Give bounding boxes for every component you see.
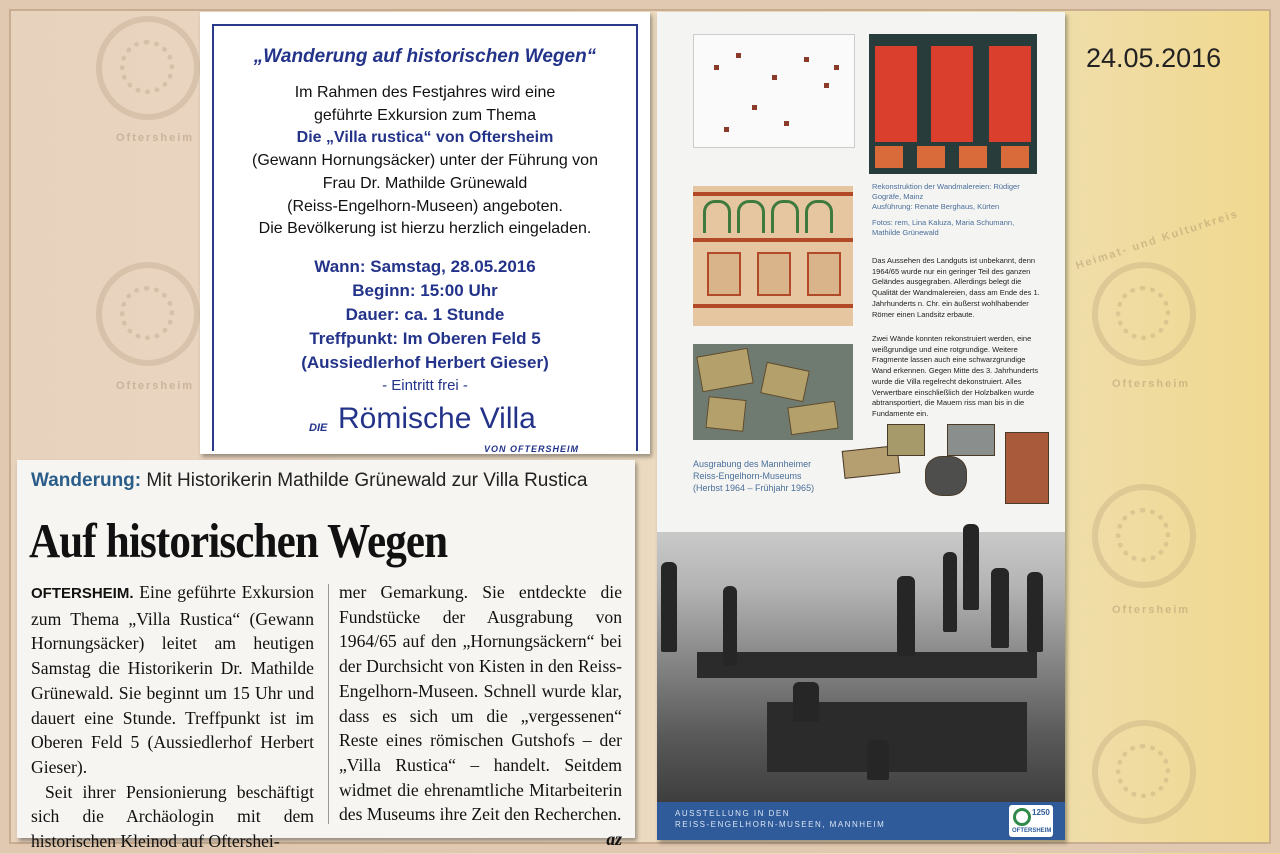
fragment-piece (947, 424, 995, 456)
announcement-line: Im Rahmen des Festjahres wird eine (294, 84, 556, 101)
logo-number: 1250 (1032, 808, 1050, 817)
fragment-piece (887, 424, 925, 456)
banner-text (675, 808, 885, 830)
floor-plan-image (693, 34, 855, 148)
announcement-duration: Dauer: ca. 1 Stunde (345, 304, 505, 324)
panel-text-2: Zwei Wände konnten rekonstruiert werden, eine weißgrundige und eine rotgrundige. Weitere Fragmente lassen auch eine schwarzgrundige Wand erkennen. Gegen Mitte des 3. Jahrhunderts wurde die Villa regelrecht dekonstruiert. Alles Verwertbare einschließlich der Holzbalken wurde abtransportiert, die Mauern riss man bis in die Fundamente ein. (872, 334, 1039, 418)
column-divider (328, 584, 329, 824)
roman-villa-logo (214, 401, 636, 454)
fragment-piece (1005, 432, 1049, 504)
announcement-border (212, 24, 638, 454)
article-column-2 (339, 580, 622, 852)
logo-place: OFTERSHEIM (1012, 828, 1052, 834)
watermark-text: Oftersheim (1112, 604, 1191, 616)
wall-fragments-image (693, 344, 853, 440)
announcement-line: geführte Exkursion zum Thema (313, 106, 537, 124)
watermark-arc-text: Heimat- und Kulturkreis (1074, 207, 1241, 273)
watermark-emblem (1092, 262, 1196, 366)
caption-line: (Herbst 1964 – Frühjahr 1965) (693, 483, 815, 493)
newspaper-clipping (17, 460, 635, 852)
announcement-line: (Gewann Hornungsäcker) unter der Führung von (252, 152, 598, 170)
announcement-line: (Reiss-Engelhorn-Museen) angeboten. (287, 197, 563, 215)
watermark-emblem (96, 262, 200, 366)
article-paragraph: mer Gemarkung. Sie entdeckte die Fundstücke der Ausgrabung von 1964/65 auf den „Hornungsäckern“ bei der Durchsicht von Kisten in den Reiss-Engelhorn-Museen. Schnell wurde klar, dass es sich um die „vergessenen“ Reste eines römischen Gutshofs – der „Villa Rustica“ – handelt. Seitdem widmet die ehrenamtliche Mitarbeiterin des Museums ihre Zeit den Recherchen. (339, 582, 622, 825)
announcement-line: Frau Dr. Mathilde Grünewald (322, 174, 528, 192)
article-author: az (606, 829, 622, 850)
article-paragraph: Eine geführte Exkursion zum Thema „Villa Rustica“ (Gewann Hornungsäcker) leitet am heutigen Samstag die Historikerin Dr. Mathilde Grünewald. Sie beginnt um 15 Uhr und dauert eine Stunde. Treffpunkt ist im Oberen Feld 5 (Aussiedlerhof Herbert Gieser). (31, 582, 314, 777)
logo-von: VON OFTERSHEIM (484, 443, 580, 454)
date-label: 24.05.2016 (1086, 43, 1222, 73)
caption-line: Reiss-Engelhorn-Museums (693, 471, 802, 481)
article-headline: Auf historischen Wegen (29, 513, 448, 568)
credit-line: Rekonstruktion der Wandmalereien: Rüdiger Gogräfe, Mainz (872, 182, 1020, 201)
logo-name: Römische Villa (338, 401, 536, 435)
announcement-meeting: Treffpunkt: Im Oberen Feld 5 (309, 328, 541, 348)
fragment-piece (925, 456, 967, 496)
exhibition-panel (657, 12, 1065, 840)
article-kicker (31, 470, 587, 492)
announcement-admission: - Eintritt frei - (382, 376, 468, 394)
kicker-label: Wanderung: (31, 470, 142, 491)
excavation-photo (657, 532, 1065, 802)
banner-line: REISS-ENGELHORN-MUSEEN, MANNHEIM (675, 820, 886, 829)
announcement-card (200, 12, 650, 454)
excavation-caption (693, 458, 814, 494)
article-column-1 (31, 580, 314, 854)
announcement-topic: Die „Villa rustica“ von Oftersheim (296, 129, 554, 147)
painting-credits (872, 182, 1042, 238)
credit-line: Fotos: rem, Lina Kaluza, Maria Schumann, Mathilde Grünewald (872, 218, 1015, 237)
exhibition-banner (657, 802, 1065, 840)
announcement-title: „Wanderung auf historischen Wegen“ (253, 46, 597, 67)
announcement-when: Wann: Samstag, 28.05.2016 (314, 256, 536, 276)
article-paragraph: Seit ihrer Pensionierung beschäftigt sich die Archäologin mit dem historischen Kleinod auf Oftershei- (31, 781, 314, 852)
announcement-line: Die Bevölkerung ist hierzu herzlich eingeladen. (258, 220, 592, 238)
credit-line: Ausführung: Renate Berghaus, Kürten (872, 202, 1000, 211)
banner-line: AUSSTELLUNG IN DEN (675, 809, 791, 818)
announcement-start: Beginn: 15:00 Uhr (352, 280, 498, 300)
article-dateline: OFTERSHEIM. (31, 585, 134, 602)
watermark-emblem (1092, 484, 1196, 588)
watermark-text: Oftersheim (116, 380, 195, 392)
panel-text-1: Das Aussehen des Landguts ist unbekannt, denn 1964/65 wurde nur ein geringer Teil des ganzen Geländes ausgegraben. Allerdings belegt die Qualität der Wandmalereien, dass am Ende des 1. Jahrhunderts n. Chr. ein äußerst wohlhabender Römer einen Landsitz erbaute. (872, 256, 1040, 319)
watermark-emblem (1092, 720, 1196, 824)
white-wall-painting-image (693, 186, 853, 326)
watermark-text: Oftersheim (1112, 378, 1191, 390)
kicker-text: Mit Historikerin Mathilde Grünewald zur Villa Rustica (141, 470, 588, 491)
caption-line: Ausgrabung des Mannheimer (693, 459, 812, 469)
logo-die: DIE (309, 421, 328, 434)
oftersheim-1250-logo (1009, 805, 1053, 837)
watermark-text: Oftersheim (116, 132, 195, 144)
announcement-meeting-detail: (Aussiedlerhof Herbert Gieser) (301, 352, 549, 372)
watermark-emblem (96, 16, 200, 120)
logo-circle-icon (1013, 808, 1031, 826)
red-wall-painting-image (869, 34, 1037, 174)
